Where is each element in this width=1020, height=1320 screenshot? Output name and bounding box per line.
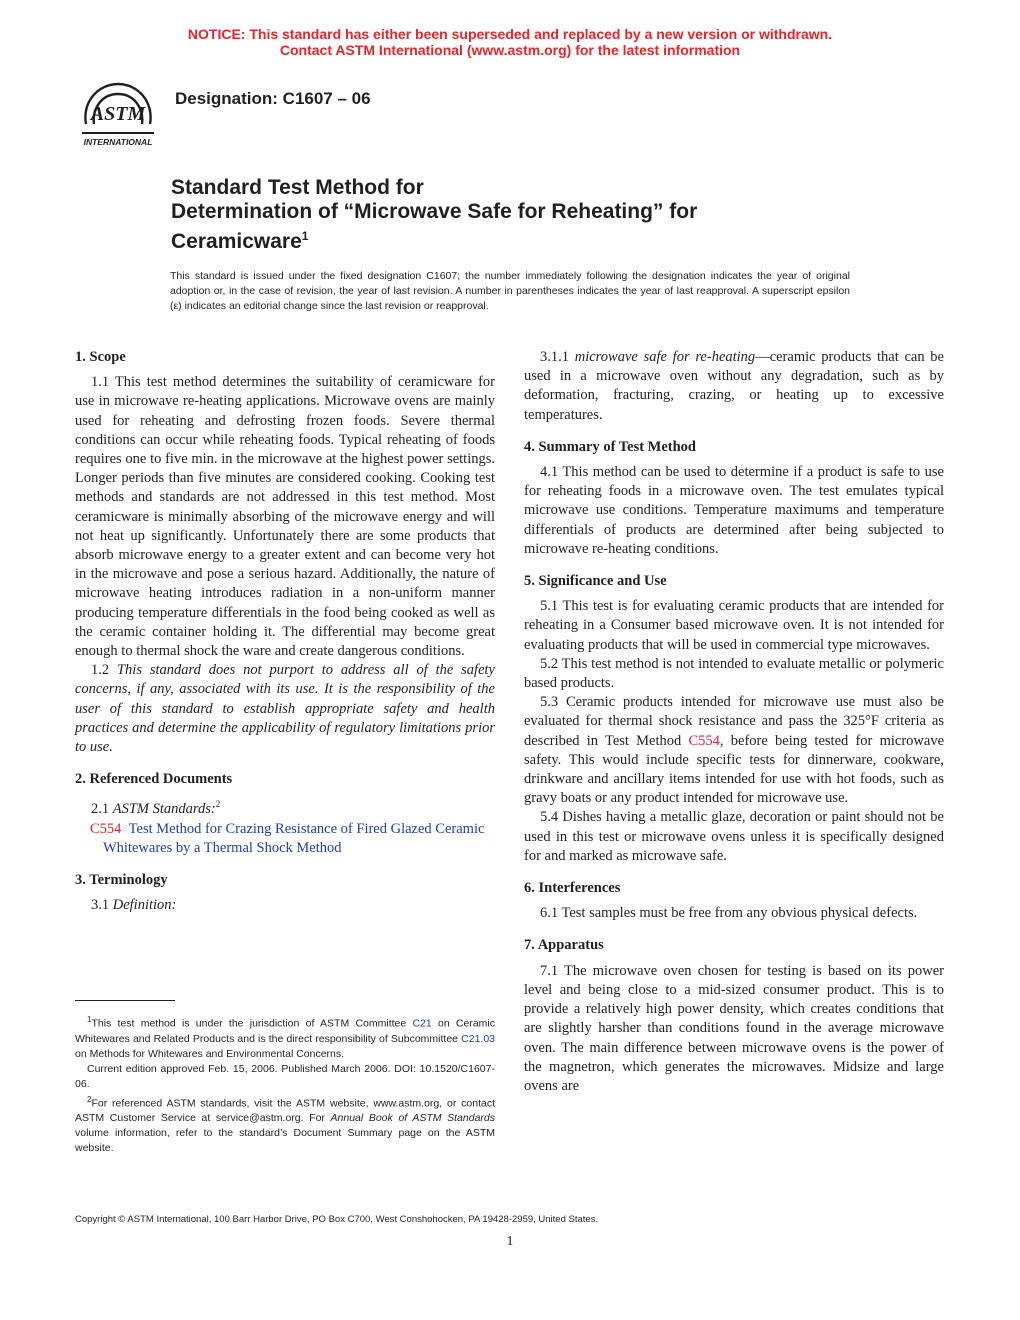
astm-logo <box>76 76 160 150</box>
footnotes <box>75 1012 495 1156</box>
section-apparatus <box>524 936 944 1096</box>
definition-3-1-1: 3.1.1 microwave safe for re-heating—ceramic products that can be used in a microwave oven without any degradation, such as by deformation, fracturing, crazing, or heating up to excessive temperatures. <box>524 349 944 423</box>
committee-c21-link[interactable]: C21 <box>412 1017 432 1030</box>
paragraph-6-1: 6.1 Test samples must be free from any obvious physical defects. <box>540 905 918 922</box>
section-summary <box>524 438 944 559</box>
right-column <box>524 348 944 1109</box>
copyright-notice: Copyright © ASTM International, 100 Barr Harbor Drive, PO Box C700, West Conshohocken, PA 19428-2959, United States. <box>75 1214 599 1225</box>
footnote-2: $^2$For referenced ASTM standards, visit the ASTM website, www.astm.org, or contact ASTM Customer Service at service@astm.org. For Annual Book of ASTM Standards volume information, refer to the standard’s Document Summary page on the ASTM website. <box>75 1094 495 1154</box>
title-line-3: Ceramicware <box>171 230 302 253</box>
section-heading: 7. Apparatus <box>524 937 604 954</box>
c554-link[interactable]: C554 <box>688 732 720 749</box>
section-heading: 4. Summary of Test Method <box>524 438 696 455</box>
section-heading: 5. Significance and Use <box>524 573 667 590</box>
section-heading: 2. Referenced Documents <box>75 771 233 788</box>
paragraph-1-2: 1.2 This standard does not purport to address all of the safety concerns, if any, associated with its use. It is the responsibility of the user of this standard to establish appropriate safety and health practices and determine the applicability of regulatory limitations prior to use. <box>75 662 495 756</box>
paragraph-5-3: 5.3 Ceramic products intended for microwave use must also be evaluated for thermal shock resistance and pass the 325°F criteria as described in Test Method C554, before being tested for microwave safety. This would include specific tests for dinnerware, cookware, drinkware and ancillary items intended for use with hot foods, such as gravy boats or any product intended for microwave use. <box>524 694 945 807</box>
section-heading: 1. Scope <box>75 349 126 365</box>
paragraph-5-2: 5.2 This test method is not intended to evaluate metallic or polymeric based products. <box>524 655 944 692</box>
reference-title-link[interactable]: Test Method for Crazing Resistance of Fired Glazed Ceramic Whitewares by a Thermal Shock Method <box>103 820 485 856</box>
left-column <box>75 348 495 928</box>
issuance-statement: This standard is issued under the fixed designation C1607; the number immediately following the designation indicates the year of original adoption or, in the case of revision, the year of last revision. A number in parentheses indicates the year of last reapproval. A superscript epsilon (ε) indicates an editorial change since the last revision or reapproval. <box>170 270 850 312</box>
paragraph-3-1: 3.1 Definition: <box>91 897 177 914</box>
designation: Designation: C1607 – 06 <box>175 89 371 108</box>
paragraph-5-4: 5.4 Dishes having a metallic glaze, decoration or paint should not be used in this test or microwave ovens unless it is specifically designed for and marked as microwave safe. <box>524 809 944 864</box>
footnote-1: $^1$This test method is under the jurisdiction of ASTM Committee C21 on Ceramic Whitewares and Related Products and is the direct responsibility of Subcommittee C21.03 on Methods for Whitewares and Environmental Concerns. <box>75 1015 495 1060</box>
reference-code-link[interactable]: C554 <box>90 820 122 837</box>
section-significance <box>524 572 944 866</box>
reference-c554[interactable] <box>75 820 495 858</box>
section-terminology <box>75 871 495 915</box>
paragraph-5-1: 5.1 This test is for evaluating ceramic products that are intended for reheating in a Consumer based microwave oven. It is not intended for evaluating products that will be used in commercial type microwaves. <box>524 598 944 653</box>
paragraph-7-1: 7.1 The microwave oven chosen for testing is based on its power level and being close to a mid-sized consumer product. This is to provide a relatively high power density, which creates conditions that are slightly harsher than conditions found in the average microwave oven. The main difference between microwave ovens is the power of the magnetron, which generates the microwaves. Midsize and large ovens are <box>524 962 944 1094</box>
title-line-2: Determination of “Microwave Safe for Reheating” for <box>171 200 698 223</box>
withdrawal-notice <box>0 26 1020 58</box>
section-scope <box>75 348 495 757</box>
section-heading: 6. Interferences <box>524 880 621 897</box>
page-number: 1 <box>506 1234 514 1249</box>
title-footnote-mark: 1 <box>301 229 309 243</box>
title-line-1: Standard Test Method for <box>171 176 424 199</box>
section-heading: 3. Terminology <box>75 871 168 888</box>
notice-line-1: NOTICE: This standard has either been superseded and replaced by a new version or withdrawn. <box>187 26 833 42</box>
paragraph-4-1: 4.1 This method can be used to determine if a product is safe to use for reheating foods in a microwave oven. The test emulates typical microwave use conditions. Temperature maximums and temperature differentials of products are determined after being subjected to microwave re-heating conditions. <box>524 464 944 557</box>
section-referenced-documents <box>75 770 495 858</box>
footnote-divider <box>75 1000 175 1001</box>
section-interferences <box>524 879 944 923</box>
footnote-1-edition: Current edition approved Feb. 15, 2006. Published March 2006. DOI: 10.1520/C1607-06. <box>75 1062 495 1090</box>
logo-subtext: INTERNATIONAL <box>83 137 153 147</box>
document-title <box>171 176 891 254</box>
logo-text: ASTM <box>90 103 146 125</box>
paragraph-1-1: 1.1 This test method determines the suitability of ceramicware for use in microwave re-heating applications. Microwave ovens are mainly used for reheating and defrosting frozen foods. Severe thermal conditions can occur while reheating foods. Typical reheating of foods requires one to five min. in the microwave at the highest power settings. Longer periods than five minutes are considered cooking. Cooking test methods and standards are not addressed in this test method. Most ceramicware is minimally absorbing of the microwave energy and will not heat up significantly. Unfortunately there are some products that absorb microwave energy to a greater extent and can become very hot in the microwave and pose a serious hazard. Additionally, the nature of microwave heating introduces radiation in a non-uniform manner producing temperature differentials in the food being cooked as well as the ceramic container holding it. The differential may become great enough to thermal shock the ware and create dangerous conditions. <box>75 374 495 660</box>
notice-line-2: Contact ASTM International (www.astm.org) for the latest information <box>279 42 741 58</box>
subcommittee-c2103-link[interactable]: C21.03 <box>461 1032 495 1045</box>
paragraph-2-1: 2.1 ASTM Standards:$^2$ <box>91 799 221 818</box>
